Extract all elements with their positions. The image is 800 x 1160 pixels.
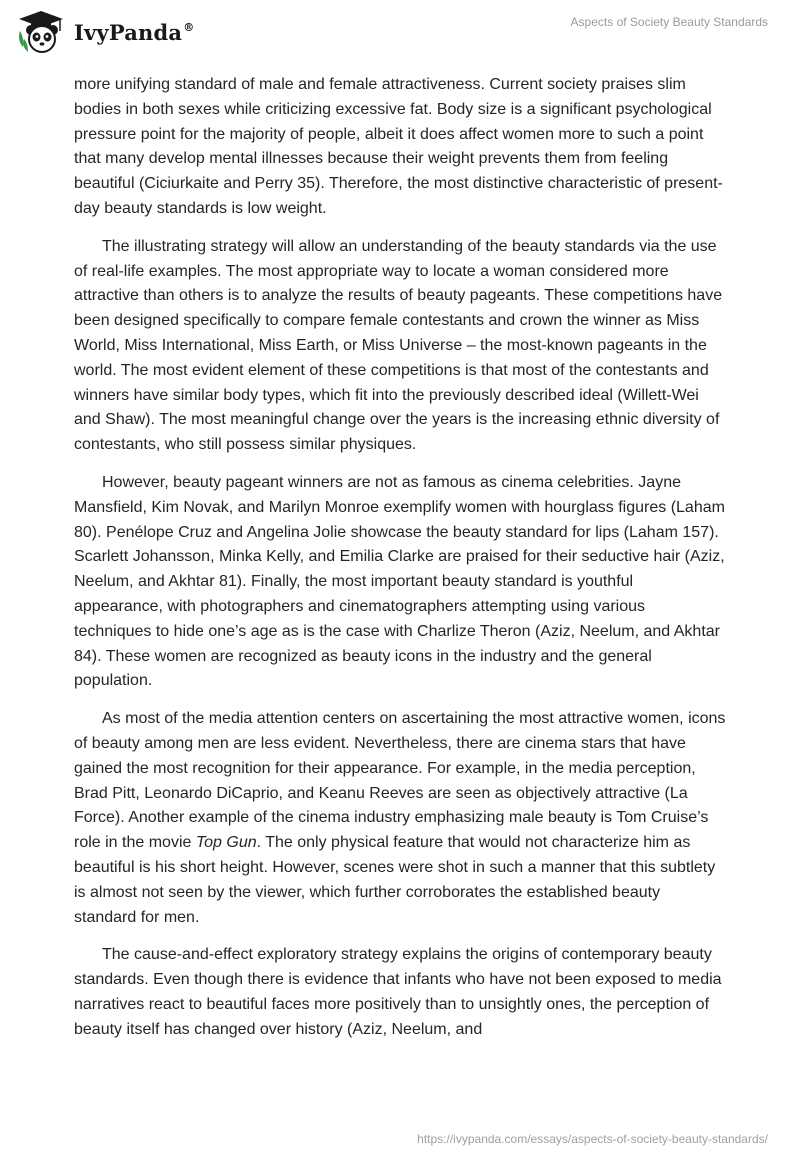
paragraph-4-text-after: . The only physical feature that would not characterize him as beautiful is his short height. However, scenes were shot in such a manner that this subtlety is almost not seen by the viewer, which further corroborates the established beauty standard for men. (74, 834, 716, 926)
registered-mark: ® (183, 20, 195, 34)
logo-wordmark (74, 20, 194, 45)
panda-graduation-cap-icon (16, 9, 66, 55)
logo-text: IvyPanda (74, 19, 183, 45)
paragraph-5: The cause-and-effect exploratory strategy explains the origins of contemporary beauty standards. Even though there is evidence that infants who have not been exposed to media narratives react to beautiful faces more positively than to unsightly ones, the perception of beauty itself has changed over history (Aziz, Neelum, and (74, 946, 722, 1038)
ivypanda-logo[interactable] (16, 9, 194, 55)
source-url[interactable]: https://ivypanda.com/essays/aspects-of-society-beauty-standards/ (417, 1132, 768, 1146)
paragraph-4-text-before: As most of the media attention centers on ascertaining the most attractive women, icons of beauty among men are less evident. Nevertheless, there are cinema stars that have gained the most recognition for their appearance. For example, in the media perception, Brad Pitt, Leonardo DiCaprio, and Keanu Reeves are seen as objectively attractive (La Force). Another example of the cinema industry emphasizing male beauty is Tom Cruise’s role in the movie (74, 710, 726, 852)
essay-body (74, 73, 726, 1055)
document-title: Aspects of Society Beauty Standards (570, 15, 768, 29)
paragraph-3: However, beauty pageant winners are not as famous as cinema celebrities. Jayne Mansfield, Kim Novak, and Marilyn Monroe exemplify women with hourglass figures (Laham 80). Penélope Cruz and Angelina Jolie showcase the beauty standard for lips (Laham 157). Scarlett Johansson, Minka Kelly, and Emilia Clarke are praised for their seductive hair (Aziz, Neelum, and Akhtar 81). Finally, the most important beauty standard is youthful appearance, with photographers and cinematographers attempting using various techniques to hide one’s age as is the case with Charlize Theron (Aziz, Neelum, and Akhtar 84). These women are recognized as beauty icons in the industry and the general population. (74, 473, 725, 690)
movie-title: Top Gun (195, 834, 257, 852)
paragraph-2: The illustrating strategy will allow an understanding of the beauty standards via the use of real-life examples. The most appropriate way to locate a woman considered more attractive than others is to analyze the results of beauty pageants. These competitions have been designed specifically to compare female contestants and crown the winner as Miss World, Miss International, Miss Earth, or Miss Universe – the most-known pageants in the world. The most evident element of these competitions is that most of the contestants and winners have similar body types, which fit into the previously described ideal (Willett-Wei and Shaw). The most meaningful change over the years is the increasing ethnic diversity of contestants, who still possess similar physiques. (74, 237, 723, 454)
paragraph-4 (74, 707, 726, 930)
paragraph-1: more unifying standard of male and female attractiveness. Current society praises slim bodies in both sexes while criticizing excessive fat. Body size is a significant psychological pressure point for the majority of people, albeit it does affect women more to such a point that many develop mental illnesses because their weight prevents them from feeling beautiful (Ciciurkaite and Perry 35). Therefore, the most distinctive characteristic of present-day beauty standards is low weight. (74, 76, 723, 217)
page-header (0, 0, 800, 70)
